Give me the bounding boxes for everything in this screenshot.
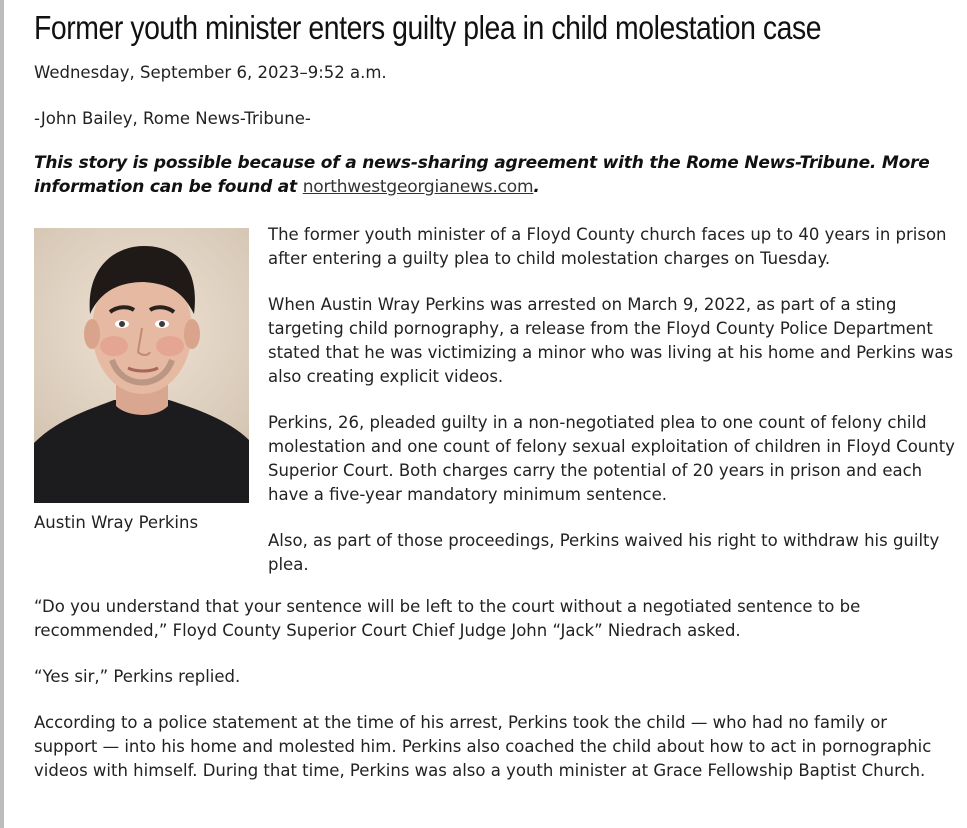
paragraph-5: “Do you understand that your sentence will be left to the court without a negotiated sentence to be recommended,” Floyd County Superior Court Chief Judge John “Jack” Niedrach asked. xyxy=(34,597,861,640)
body-text xyxy=(34,595,954,783)
paragraph-2: When Austin Wray Perkins was arrested on March 9, 2022, as part of a sting targeting child pornography, a release from the Floyd County Police Department stated that he was victimizing a minor who was living at his home and Perkins was also creating explicit videos. xyxy=(268,295,954,386)
article-dateline: Wednesday, September 6, 2023–9:52 a.m. xyxy=(34,63,387,82)
notice-period: . xyxy=(533,177,540,197)
news-sharing-notice xyxy=(34,151,954,199)
article xyxy=(34,0,954,805)
paragraph-3: Perkins, 26, pleaded guilty in a non-negotiated plea to one count of felony child molestation and one count of felony sexual exploitation of children in Floyd County Superior Court. Both charges carry the potential of 20 years in prison and each have a five-year mandatory minimum sentence. xyxy=(268,413,955,504)
mugshot-illustration xyxy=(34,228,249,503)
article-byline: -John Bailey, Rome News-Tribune- xyxy=(34,109,311,128)
mugshot-photo xyxy=(34,228,249,503)
paragraph-6: “Yes sir,” Perkins replied. xyxy=(34,667,241,686)
paragraph-1: The former youth minister of a Floyd County church faces up to 40 years in prison after entering a guilty plea to child molestation charges on Tuesday. xyxy=(268,225,947,268)
intro-text-column xyxy=(268,223,958,599)
article-headline: Former youth minister enters guilty plea in child molestation case xyxy=(34,9,822,46)
photo-and-intro xyxy=(34,223,954,593)
northwestgeorgianews-link[interactable]: northwestgeorgianews.com xyxy=(302,177,534,197)
photo-caption: Austin Wray Perkins xyxy=(34,513,199,532)
paragraph-4: Also, as part of those proceedings, Perkins waived his right to withdraw his guilty plea. xyxy=(268,531,940,574)
paragraph-7: According to a police statement at the time of his arrest, Perkins took the child — who had no family or support — into his home and molested him. Perkins also coached the child about how to act in pornographic videos with himself. During that time, Perkins was also a youth minister at Grace Fellowship Baptist Church. xyxy=(34,713,932,780)
page-left-border xyxy=(0,0,4,828)
notice-text: This story is possible because of a news-sharing agreement with the Rome News-Tribune. More information can be found at xyxy=(34,153,930,197)
